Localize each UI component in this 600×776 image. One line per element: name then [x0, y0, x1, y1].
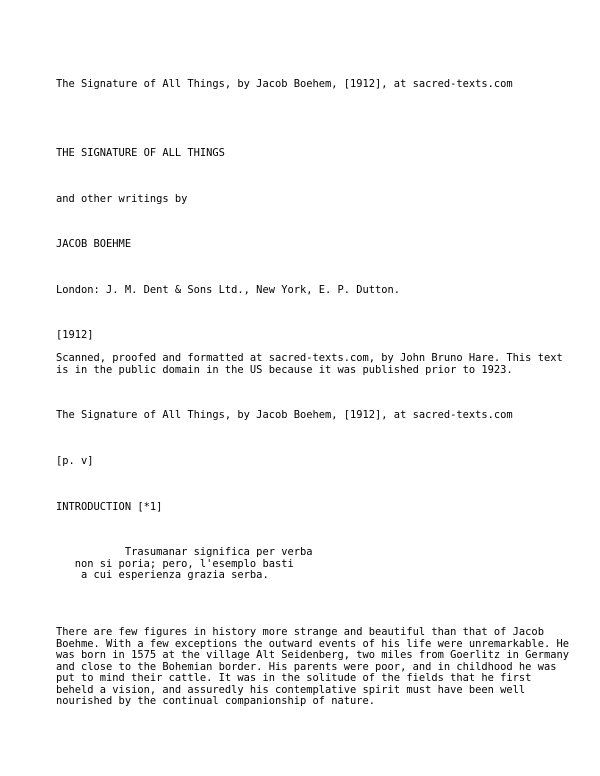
- header-line-repeat: The Signature of All Things, by Jacob Boehem, [1912], at sacred-texts.com: [56, 409, 513, 421]
- scan-note: Scanned, proofed and formatted at sacred-texts.com, by John Bruno Hare. This text is in the public domain in the US because it was published prior to 1923.: [56, 352, 563, 376]
- page-marker: [p. v]: [56, 455, 94, 467]
- header-line: The Signature of All Things, by Jacob Boehem, [1912], at sacred-texts.com: [56, 78, 513, 90]
- subtitle: and other writings by: [56, 193, 188, 205]
- epigraph: Trasumanar significa per verba non si poria; pero, l'esemplo basti a cui esperienza grazia serba.: [74, 546, 313, 581]
- section-heading: INTRODUCTION [*1]: [56, 501, 163, 513]
- book-title: THE SIGNATURE OF ALL THINGS: [56, 147, 225, 159]
- publisher-line: London: J. M. Dent & Sons Ltd., New York, E. P. Dutton.: [56, 284, 401, 296]
- author-name: JACOB BOEHME: [56, 238, 132, 250]
- intro-paragraph: There are few figures in history more strange and beautiful than that of Jacob Boehme. With a few exceptions the outward events of his life were unremarkable. He was born in 1575 at the village Alt Seidenberg, two miles from Goerlitz in Germany and close to the Bohemian border. His parents were poor, and in childhood he was put to mind their cattle. It was in the solitude of the fields that he first beheld a vision, and assuredly his contemplative spirit must have been well nourished by the continual companionship of nature.: [56, 626, 569, 707]
- publication-year: [1912]: [56, 329, 94, 341]
